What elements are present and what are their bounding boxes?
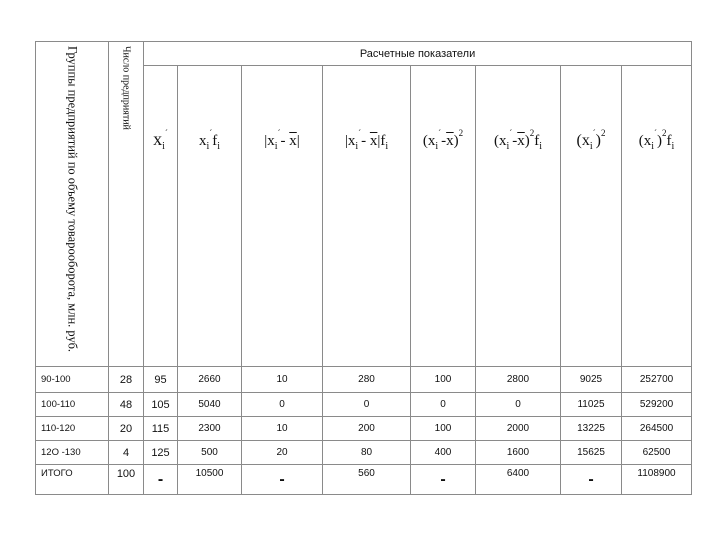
cell-xi: 125 [144, 441, 178, 465]
cell-xifi: 5040 [178, 393, 242, 417]
cell-sqdevf: 1600 [476, 441, 561, 465]
cell-sqf: 529200 [622, 393, 692, 417]
cell-sqdevf: 6400 [476, 465, 561, 495]
formula-xi-fi: $x_i^´f_i$ [178, 66, 242, 367]
formula-sq-dev-f: $(x_i^´-\overline{x})^2f_i$ [476, 66, 561, 367]
formula-sq: $(x_i^´)^2$ [561, 66, 622, 367]
cell-xi: 105 [144, 393, 178, 417]
cell-group: ИТОГО [36, 465, 109, 495]
cell-sqdev: 100 [411, 367, 476, 393]
cell-sqf: 252700 [622, 367, 692, 393]
cell-absdev: 10 [242, 417, 323, 441]
cell-xi: 115 [144, 417, 178, 441]
cell-xifi: 2660 [178, 367, 242, 393]
cell-absdevf: 280 [323, 367, 411, 393]
cell-absdev: 20 [242, 441, 323, 465]
cell-group: 12О -130 [36, 441, 109, 465]
cell-absdevf: 560 [323, 465, 411, 495]
cell-xifi: 500 [178, 441, 242, 465]
cell-sq: 11025 [561, 393, 622, 417]
cell-sqdev: 0 [411, 393, 476, 417]
cell-count: 20 [109, 417, 144, 441]
cell-count: 48 [109, 393, 144, 417]
cell-count: 28 [109, 367, 144, 393]
cell-group: 110-120 [36, 417, 109, 441]
cell-sqf: 264500 [622, 417, 692, 441]
cell-sqdev: 100 [411, 417, 476, 441]
cell-sq: 13225 [561, 417, 622, 441]
cell-xi: - [144, 465, 178, 495]
cell-group: 90-100 [36, 367, 109, 393]
cell-sqdev: - [411, 465, 476, 495]
cell-count: 100 [109, 465, 144, 495]
calc-indicators-header: Расчетные показатели [144, 42, 692, 66]
cell-xi: 95 [144, 367, 178, 393]
cell-absdev: - [242, 465, 323, 495]
cell-absdev: 10 [242, 367, 323, 393]
formula-abs-dev-f: $|x_i^´-$ $\overline{x}|f_i$ [323, 66, 411, 367]
count-header: Число предприятий [120, 46, 132, 130]
cell-sqdevf: 2000 [476, 417, 561, 441]
cell-group: 100-110 [36, 393, 109, 417]
cell-sq: 9025 [561, 367, 622, 393]
cell-absdevf: 80 [323, 441, 411, 465]
cell-absdevf: 0 [323, 393, 411, 417]
formula-abs-dev: $|x_i^´-$ $\overline{x}|$ [242, 66, 323, 367]
table-row [36, 393, 692, 417]
cell-sqf: 1108900 [622, 465, 692, 495]
groups-header: Группы предприятий по объему товарооборота, млн. руб. [65, 46, 80, 353]
cell-sqdev: 400 [411, 441, 476, 465]
cell-sq: 15625 [561, 441, 622, 465]
table-row [36, 367, 692, 393]
cell-xifi: 10500 [178, 465, 242, 495]
cell-sqdevf: 0 [476, 393, 561, 417]
table-row [36, 417, 692, 441]
data-table [35, 41, 692, 495]
cell-absdev: 0 [242, 393, 323, 417]
formula-sq-dev: $(x_i^´-\overline{x})^2$ [411, 66, 476, 367]
cell-xifi: 2300 [178, 417, 242, 441]
cell-sq: - [561, 465, 622, 495]
formula-xi: $x_i^´$ [144, 66, 178, 367]
cell-sqf: 62500 [622, 441, 692, 465]
table-row [36, 441, 692, 465]
table-row-total [36, 465, 692, 495]
groups-header-cell [36, 42, 109, 367]
cell-count: 4 [109, 441, 144, 465]
count-header-cell [109, 42, 144, 367]
formula-sq-f: $(x_i^´)^2f_i$ [622, 66, 692, 367]
cell-sqdevf: 2800 [476, 367, 561, 393]
cell-absdevf: 200 [323, 417, 411, 441]
